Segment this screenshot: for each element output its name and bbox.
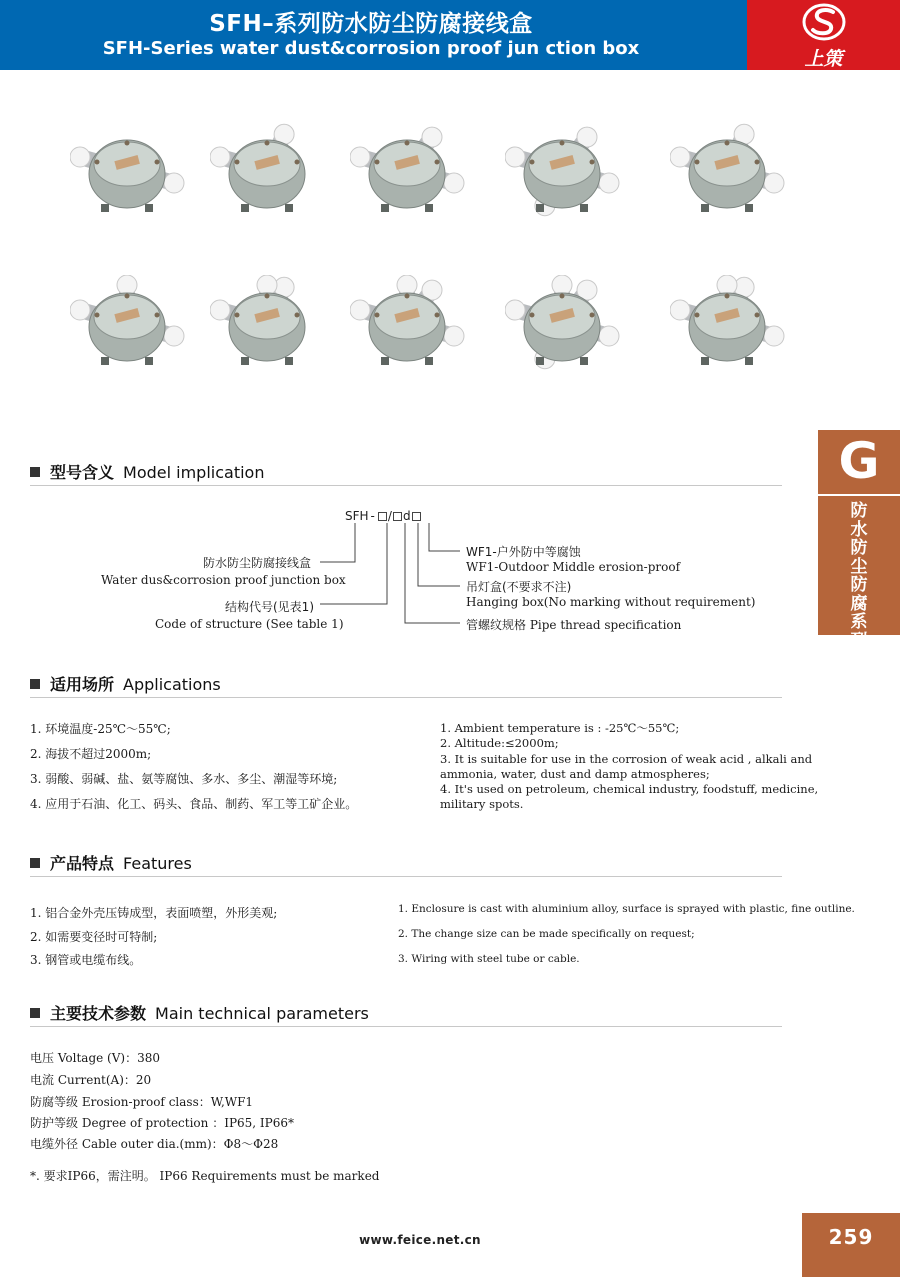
param-cable-diameter: 电缆外径 Cable outer dia.(mm)：Φ8～Φ28 bbox=[30, 1137, 279, 1151]
model-label-structure-en: Code of structure (See table 1) bbox=[155, 617, 344, 631]
param-protection-degree: 防护等级 Degree of protection ：IP65, IP66* bbox=[30, 1116, 294, 1130]
page-title-en: SFH-Series water dust&corrosion proof jun ction box bbox=[102, 38, 640, 59]
model-code-sep2: / bbox=[387, 509, 392, 523]
page-number-box bbox=[802, 1213, 900, 1277]
model-label-box-zh: 防水防尘防腐接线盒 bbox=[203, 556, 312, 570]
application-zh-4: 4. 应用于石油、化工、码头、食品、制药、军工等工矿企业。 bbox=[30, 797, 358, 811]
model-label-pipe-thread: 管螺纹规格 Pipe thread specification bbox=[466, 618, 682, 632]
application-en-3: 3. It is suitable for use in the corrosion of weak acid , alkali and bbox=[440, 752, 813, 766]
section-title-zh: 适用场所 bbox=[50, 675, 115, 694]
category-letter: G bbox=[838, 432, 880, 490]
section-title-en: Applications bbox=[123, 675, 221, 694]
model-label-hanging-en: Hanging box(No marking without requirement) bbox=[466, 595, 756, 609]
section-title-en: Features bbox=[123, 854, 192, 873]
feature-zh-1: 1. 铝合金外壳压铸成型，表面喷塑，外形美观; bbox=[30, 906, 278, 920]
section-bullet-icon bbox=[30, 679, 40, 689]
model-label-hanging-zh: 吊灯盒(不要求不注) bbox=[466, 580, 572, 594]
footer-website: www.feice.net.cn bbox=[359, 1233, 481, 1247]
application-en-1: 1. Ambient temperature is : -25℃～55℃; bbox=[440, 721, 680, 735]
model-code-d: d bbox=[402, 509, 411, 523]
feature-zh-3: 3. 钢管或电缆布线。 bbox=[30, 953, 142, 967]
feature-zh-2: 2. 如需要变径时可特制; bbox=[30, 930, 158, 944]
model-label-wf1-en: WF1-Outdoor Middle erosion-proof bbox=[466, 560, 681, 574]
application-en-4b: military spots. bbox=[440, 797, 524, 811]
application-en-3b: ammonia, water, dust and damp atmospheres; bbox=[440, 767, 710, 781]
section-title-en: Model implication bbox=[123, 463, 265, 482]
section-params-heading bbox=[30, 1001, 782, 1027]
model-code-sep1: - bbox=[370, 509, 375, 523]
section-bullet-icon bbox=[30, 1008, 40, 1018]
param-note: *. 要求IP66，需注明。 IP66 Requirements must be marked bbox=[30, 1169, 380, 1183]
section-title-zh: 主要技术参数 bbox=[50, 1004, 147, 1023]
category-name: 防水防尘防腐系列 bbox=[850, 501, 868, 651]
feature-en-2: 2. The change size can be made specifically on request; bbox=[398, 928, 695, 940]
application-zh-2: 2. 海拔不超过2000m; bbox=[30, 747, 152, 761]
section-applications-heading bbox=[30, 672, 782, 698]
model-label-box-en: Water dus&corrosion proof junction box bbox=[101, 573, 346, 587]
page-number: 259 bbox=[828, 1225, 874, 1249]
feature-en-1: 1. Enclosure is cast with aluminium alloy, surface is sprayed with plastic, fine outline. bbox=[398, 903, 855, 915]
section-title-zh: 产品特点 bbox=[50, 854, 115, 873]
model-label-wf1-zh: WF1-户外防中等腐蚀 bbox=[466, 545, 581, 559]
page-title-zh: SFH–系列防水防尘防腐接线盒 bbox=[209, 11, 533, 37]
section-bullet-icon bbox=[30, 858, 40, 868]
application-zh-1: 1. 环境温度-25℃～55℃; bbox=[30, 722, 171, 736]
logo-text: 上策 bbox=[804, 48, 843, 70]
section-title-en: Main technical parameters bbox=[155, 1004, 369, 1023]
application-zh-3: 3. 弱酸、弱碱、盐、氨等腐蚀、多水、多尘、潮湿等环境; bbox=[30, 772, 338, 786]
section-features-heading bbox=[30, 851, 782, 877]
application-en-2: 2. Altitude:≤2000m; bbox=[440, 736, 559, 750]
feature-en-3: 3. Wiring with steel tube or cable. bbox=[398, 953, 580, 965]
application-en-4: 4. It's used on petroleum, chemical industry, foodstuff, medicine, bbox=[440, 782, 819, 796]
param-erosion-class: 防腐等级 Erosion-proof class：W,WF1 bbox=[30, 1095, 254, 1109]
param-current: 电流 Current(A)：20 bbox=[30, 1073, 152, 1087]
model-code-prefix: SFH bbox=[345, 509, 369, 523]
param-voltage: 电压 Voltage (V)：380 bbox=[30, 1051, 160, 1065]
section-title-zh: 型号含义 bbox=[50, 463, 115, 482]
model-label-structure-zh: 结构代号(见表1) bbox=[225, 600, 314, 614]
